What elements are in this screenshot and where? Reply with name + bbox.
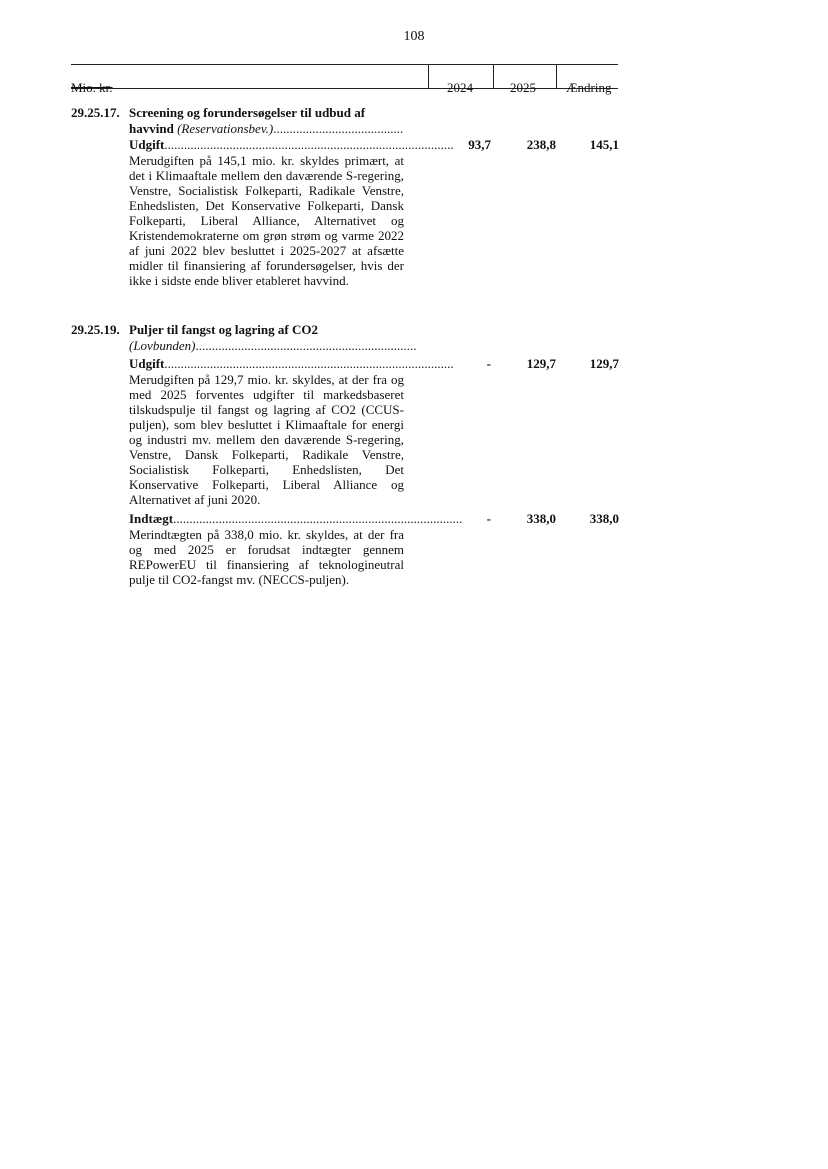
item-label-row: Udgift......................................................................................... xyxy=(129,137,454,152)
value-2024: - xyxy=(486,356,491,371)
section-title-note: (Reservationsbev.) xyxy=(177,121,274,136)
item-label-row: Udgift......................................................................................... xyxy=(129,356,454,371)
value-change: 338,0 xyxy=(589,511,619,526)
section-title-text: Screening og forundersøgelser til udbud af havvind xyxy=(129,105,366,136)
column-divider-change xyxy=(556,64,557,88)
value-2025: 238,8 xyxy=(526,137,556,152)
value-2025: 338,0 xyxy=(526,511,556,526)
column-header-2025: 2025 xyxy=(510,80,536,95)
section-code: 29.25.19. xyxy=(71,322,120,337)
section-title: Screening og forundersøgelser til udbud af havvind (Reservationsbev.)........................................ xyxy=(129,105,404,136)
section-title: Puljer til fangst og lagring af CO2 (Lovbunden).................................................................... xyxy=(129,322,417,353)
column-divider-2025 xyxy=(493,64,494,88)
item-label: Indtægt xyxy=(129,511,174,526)
section-code: 29.25.17. xyxy=(71,105,120,120)
item-explanation: Merudgiften på 145,1 mio. kr. skyldes primært, at det i Klimaaftale mellem den daværende S-regering, Venstre, Socialistisk Folkeparti, Radikale Venstre, Enhedslisten, Det Konservative Folkeparti, Dansk Folkeparti, Liberal Alliance, Alternativet og Kristendemokraterne om grøn strøm og varme 2022 af juni 2022 blev besluttet i 2025-2027 at afsætte midler til finansiering af forundersøgelser, hvis der ikke i sidste ende bliver etableret havvind. xyxy=(129,153,404,288)
header-top-rule xyxy=(71,64,428,65)
column-header-2024: 2024 xyxy=(447,80,473,95)
column-header-change: Ændring xyxy=(566,80,612,95)
value-change: 145,1 xyxy=(589,137,619,152)
header-top-rule-right xyxy=(428,64,618,65)
item-label-row: Indtægt......................................................................................... xyxy=(129,511,463,526)
page-number: 108 xyxy=(403,29,425,44)
value-2025: 129,7 xyxy=(526,356,556,371)
item-label: Udgift xyxy=(129,356,165,371)
value-2024: 93,7 xyxy=(468,137,491,152)
item-explanation: Merudgiften på 129,7 mio. kr. skyldes, at der fra og med 2025 forventes udgifter til markedsbaseret tilskudspulje til fangst og lagring af CO2 (CCUS-puljen), som blev besluttet i Klimaaftale for energi og industri mv. mellem den daværende S-regering, Venstre, Dansk Folkeparti, Radikale Venstre, Socialistisk Folkeparti, Enhedslisten, Det Konservative Folkeparti, Liberal Alliance og Alternativet af juni 2020. xyxy=(129,372,404,507)
item-explanation: Merindtægten på 338,0 mio. kr. skyldes, at der fra og med 2025 er forudsat indtægter gennem REPowerEU til finansiering af teknologineutral pulje til CO2-fangst mv. (NECCS-puljen). xyxy=(129,527,404,587)
value-change: 129,7 xyxy=(589,356,619,371)
unit-label: Mio. kr. xyxy=(71,80,113,95)
section-title-text: Puljer til fangst og lagring af CO2 xyxy=(129,322,318,337)
section-title-note: (Lovbunden) xyxy=(129,338,196,353)
item-label: Udgift xyxy=(129,137,165,152)
column-divider-2024 xyxy=(428,64,429,88)
value-2024: - xyxy=(486,511,491,526)
